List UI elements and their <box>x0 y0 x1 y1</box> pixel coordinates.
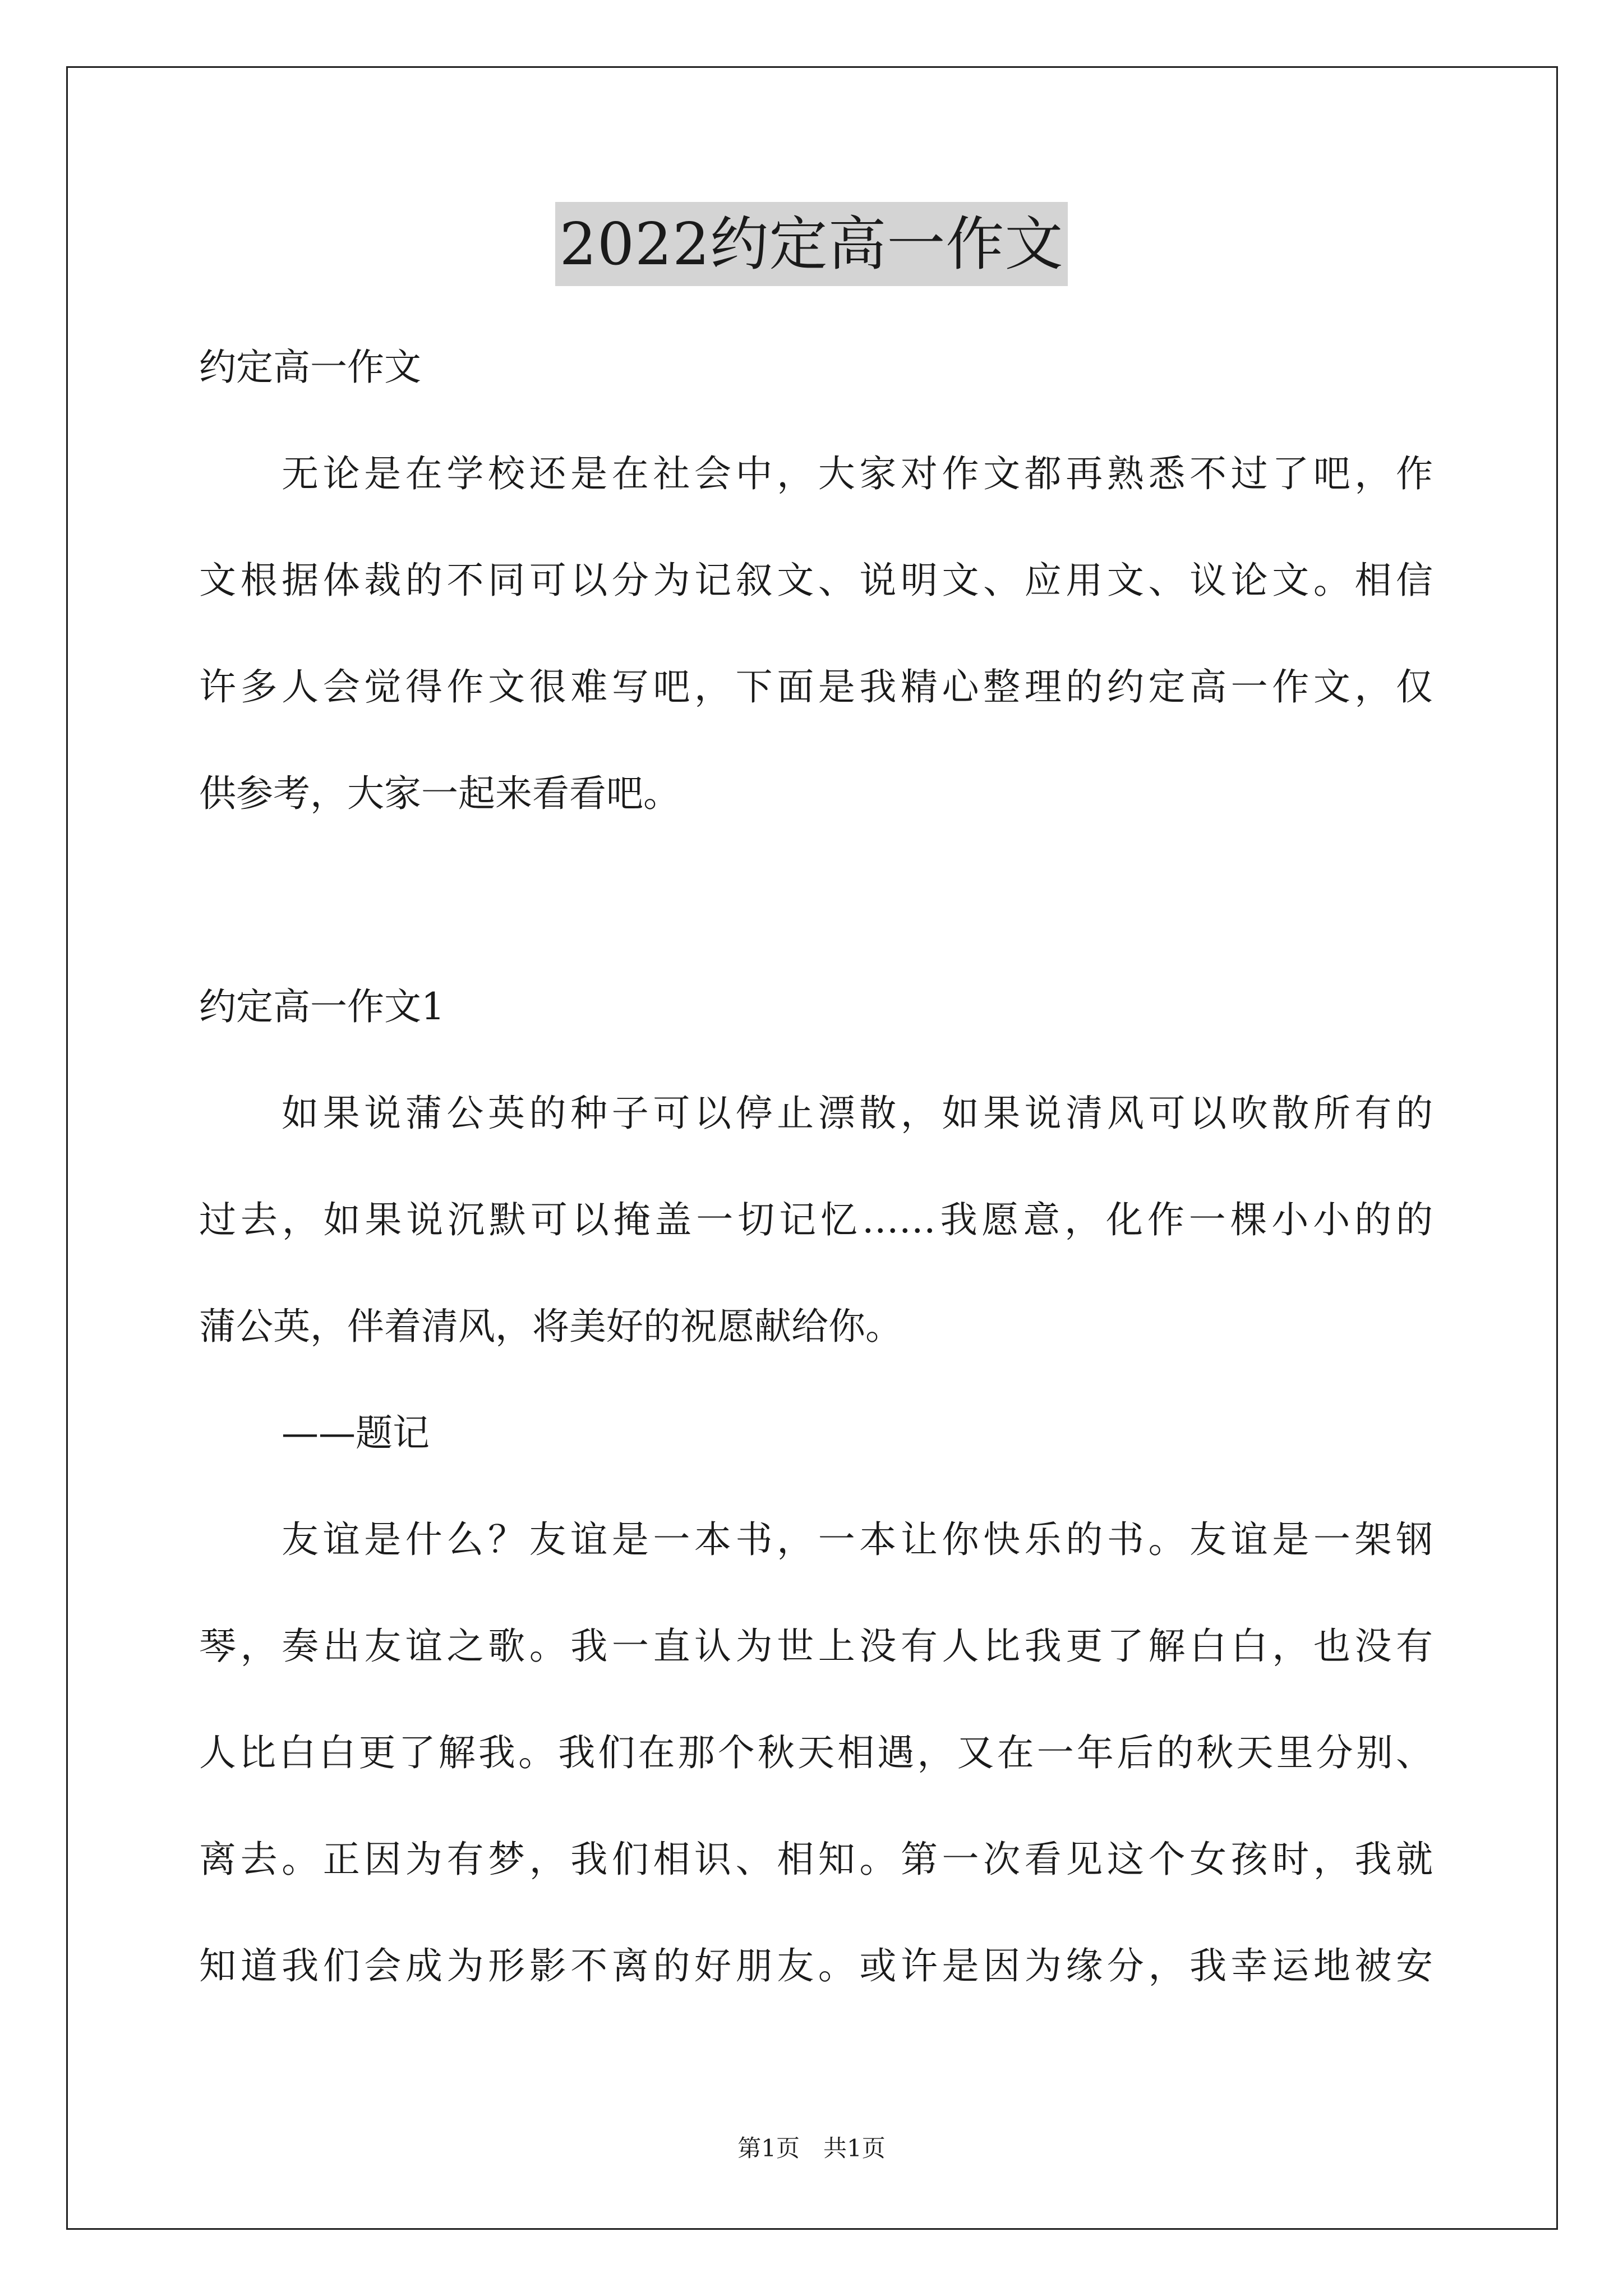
paragraph-line: 许多人会觉得作文很难写吧，下面是我精心整理的约定高一作文，仅 <box>199 665 1433 708</box>
section-heading: 约定高一作文 <box>199 346 421 389</box>
paragraph-line: 琴，奏出友谊之歌。我一直认为世上没有人比我更了解白白，也没有 <box>199 1625 1433 1668</box>
page-footer: 第1页 共1页 <box>737 2134 886 2162</box>
paragraph-line: 文根据体裁的不同可以分为记叙文、说明文、应用文、议论文。相信 <box>199 559 1433 602</box>
document-body <box>199 314 1433 2019</box>
section-heading: 约定高一作文1 <box>199 985 445 1028</box>
paragraph-line: 友谊是什么？友谊是一本书，一本让你快乐的书。友谊是一架钢 <box>282 1518 1433 1561</box>
paragraph-line: 人比白白更了解我。我们在那个秋天相遇，又在一年后的秋天里分别、 <box>199 1731 1433 1774</box>
paragraph-line: 无论是在学校还是在社会中，大家对作文都再熟悉不过了吧，作 <box>282 452 1433 495</box>
document-title: 2022约定高一作文 <box>555 202 1068 286</box>
paragraph-line: 供参考，大家一起来看看吧。 <box>199 772 680 815</box>
paragraph-line: 过去，如果说沉默可以掩盖一切记忆……我愿意，化作一棵小小的的 <box>199 1198 1433 1241</box>
paragraph-line: 蒲公英，伴着清风，将美好的祝愿献给你。 <box>199 1305 902 1348</box>
paragraph-line: 如果说蒲公英的种子可以停止漂散，如果说清风可以吹散所有的 <box>282 1092 1433 1135</box>
title-container <box>0 202 1623 286</box>
paragraph-line: 知道我们会成为形影不离的好朋友。或许是因为缘分，我幸运地被安 <box>199 1944 1433 1987</box>
paragraph-line: ——题记 <box>282 1411 430 1455</box>
paragraph-line: 离去。正因为有梦，我们相识、相知。第一次看见这个女孩时，我就 <box>199 1838 1433 1881</box>
